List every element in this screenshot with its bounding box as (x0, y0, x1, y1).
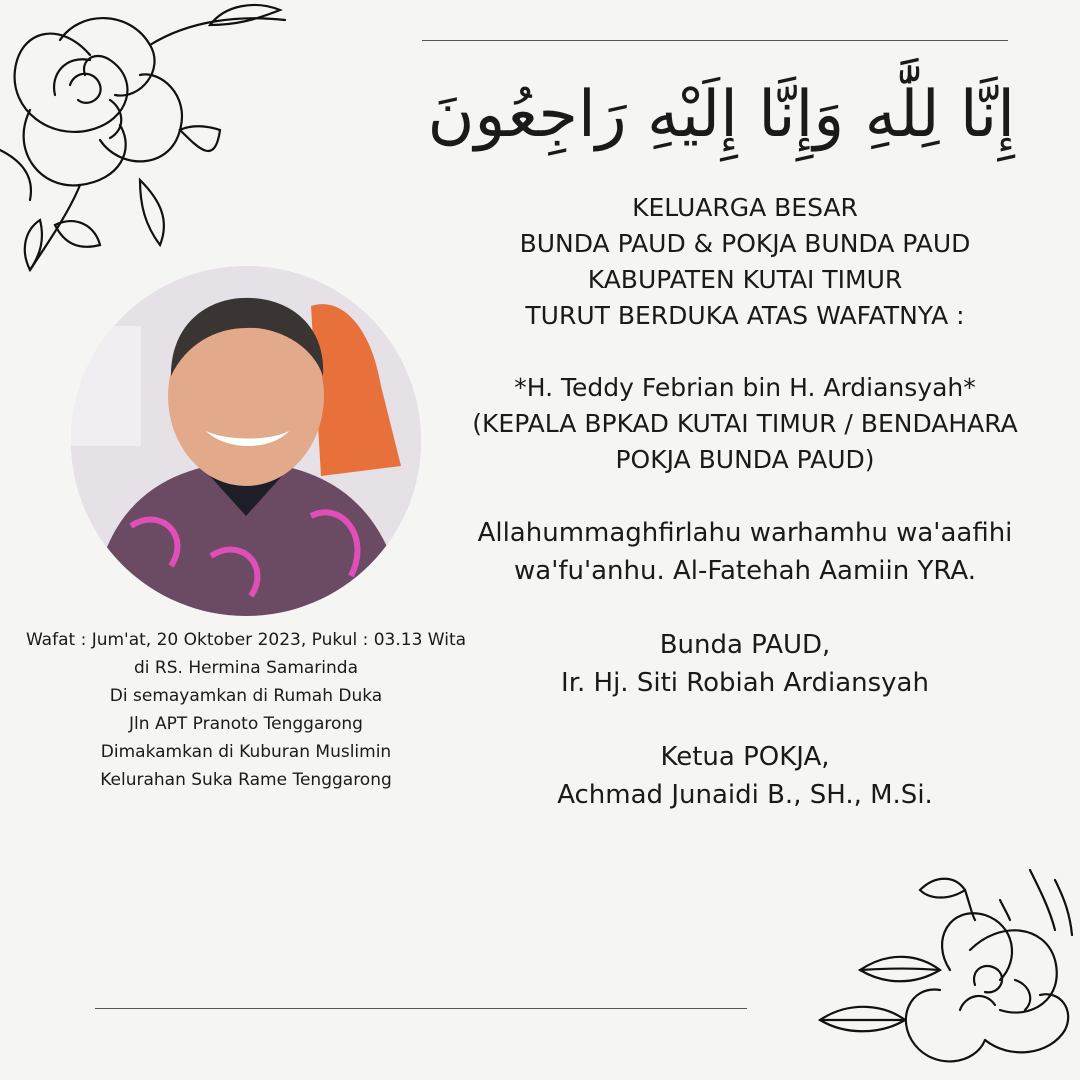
announcement-line: BUNDA PAUD & POKJA BUNDA PAUD (519, 229, 971, 258)
arabic-heading: إِنَّا لِلَّٰهِ وَإِنَّا إِلَيْهِ رَاجِعُونَ (427, 78, 1015, 152)
signatory-bunda-paud (440, 626, 1050, 702)
prayer-line: wa'fu'anhu. Al-Fatehah Aamiin YRA. (514, 556, 976, 586)
details-line: Wafat : Jum'at, 20 Oktober 2023, Pukul : 03.13 Wita (25, 630, 467, 650)
announcement-block (440, 190, 1050, 334)
funeral-details (14, 626, 478, 794)
announcement-line: TURUT BERDUKA ATAS WAFATNYA : (525, 301, 965, 330)
flower-top-left-icon (0, 0, 300, 300)
announcement-text (440, 190, 1050, 850)
details-line: di RS. Hermina Samarinda (133, 658, 359, 678)
prayer-line: Allahummaghfirlahu warhamhu wa'aafihi (477, 518, 1013, 548)
signatory-role: Bunda PAUD, (659, 630, 831, 660)
prayer-block (440, 514, 1050, 590)
announcement-line: KABUPATEN KUTAI TIMUR (587, 265, 903, 294)
top-divider (422, 40, 1008, 41)
details-line: Kelurahan Suka Rame Tenggarong (100, 770, 392, 790)
details-line: Di semayamkan di Rumah Duka (109, 686, 383, 706)
details-line: Jln APT Pranoto Tenggarong (129, 714, 363, 734)
signatory-role: Ketua POKJA, (660, 742, 830, 772)
portrait-photo (71, 266, 421, 616)
deceased-title: POKJA BUNDA PAUD) (615, 445, 875, 474)
signatory-name: Achmad Junaidi B., SH., M.Si. (557, 780, 933, 810)
deceased-block (440, 370, 1050, 478)
bottom-divider (95, 1008, 747, 1009)
signatory-ketua-pokja (440, 738, 1050, 814)
signatory-name: Ir. Hj. Siti Robiah Ardiansyah (561, 668, 929, 698)
deceased-name: *H. Teddy Febrian bin H. Ardiansyah* (514, 373, 976, 402)
deceased-title: (KEPALA BPKAD KUTAI TIMUR / BENDAHARA (472, 409, 1018, 438)
flower-bottom-right-icon (800, 860, 1080, 1080)
announcement-line: KELUARGA BESAR (632, 193, 858, 222)
portrait-illustration (71, 266, 421, 616)
details-line: Dimakamkan di Kuburan Muslimin (100, 742, 392, 762)
